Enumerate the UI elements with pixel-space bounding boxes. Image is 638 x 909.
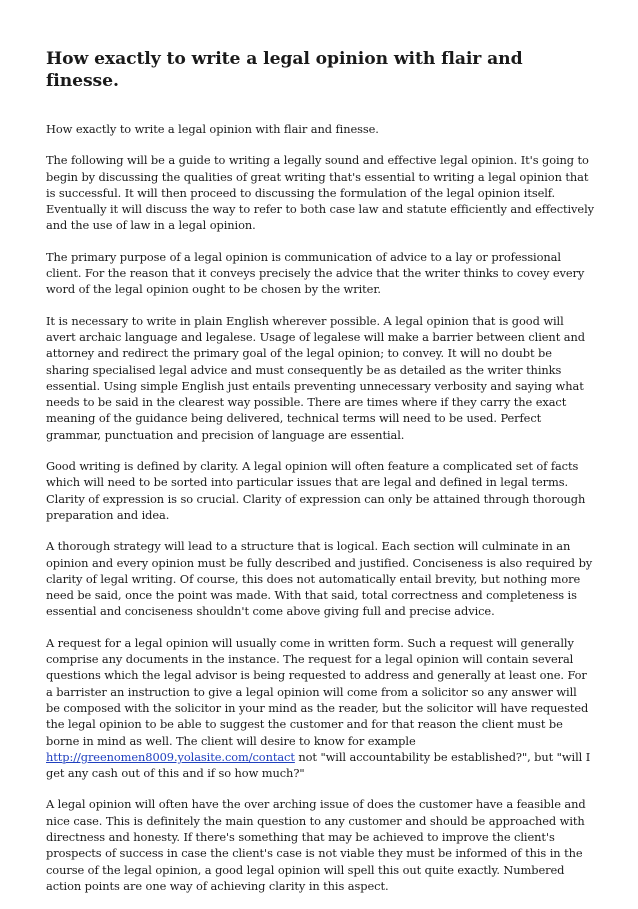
document-page xyxy=(46,48,594,909)
paragraph-clarity: Good writing is defined by clarity. A legal opinion will often feature a complicated set of facts which will need to be sorted into particular issues that are legal and defined in legal terms. Clarity of expression is so crucial. Clarity of expression can only be attained through thorough preparation and idea. xyxy=(46,459,586,522)
paragraph-final: A legal opinion will often have the over arching issue of does the customer have a feasible and nice case. This is definitely the main question to any customer and should be approached with directness and honesty. If there's something that may be achieved to improve the client's prospects of success in case the client's case is not viable they must be informed of this in the course of the legal opinion, a good legal opinion will spell this out quite exactly. Numbered action points are one way of achieving clarity in this aspect. xyxy=(46,797,586,893)
paragraph-plain-english: It is necessary to write in plain English wherever possible. A legal opinion that is good will avert archaic language and legalese. Usage of legalese will make a barrier between client and attorney and redirect the primary goal of the legal opinion; to convey. It will no doubt be sharing specialised legal advice and must consequently be as detailed as the writer thinks essential. Using simple English just entails preventing unnecessary verbosity and saying what needs to be said in the clearest way possible. There are times where if they carry the exact meaning of the guidance being delivered, technical terms will need to be used. Perfect grammar, punctuation and precision of language are essential. xyxy=(46,313,585,442)
paragraph-request-text-before: A request for a legal opinion will usually come in written form. Such a request will generally comprise any documents in the instance. The request for a legal opinion will contain several questions which the legal advisor is being requested to address and generally at least one. For a barrister an instruction to give a legal opinion will come from a solicitor so any answer will be composed with the solicitor in your mind as the reader, but the solicitor will have requested the legal opinion to be able to suggest the customer and for that reason the client must be borne in mind as well. The client will desire to know for example xyxy=(46,635,589,748)
paragraph-purpose: The primary purpose of a legal opinion is communication of advice to a lay or professional client. For the reason that it conveys precisely the advice that the writer thinks to covey every word of the legal opinion ought to be chosen by the writer. xyxy=(46,249,585,297)
paragraph-request xyxy=(46,635,594,782)
paragraph-structure: A thorough strategy will lead to a structure that is logical. Each section will culminate in an opinion and every opinion must be fully described and justified. Conciseness is also required by clarity of legal writing. Of course, this does not automatically entail brevity, but nothing more need be said, once the point was made. With that said, total correctness and completeness is essential and conciseness shouldn't come above giving full and precise advice. xyxy=(46,539,593,619)
document-subtitle: How exactly to write a legal opinion with flair and finesse. xyxy=(46,122,379,136)
contact-link[interactable]: http://greenomen8009.yolasite.com/contact xyxy=(46,749,295,764)
paragraph-intro: The following will be a guide to writing a legally sound and effective legal opinion. It's going to begin by discussing the qualities of great writing that's essential to writing a legal opinion that is successful. It will then proceed to discussing the formulation of the legal opinion itself. Eventually it will discuss the way to refer to both case law and statute efficiently and effectively and the use of law in a legal opinion. xyxy=(46,153,594,233)
document-title: How exactly to write a legal opinion with flair and finesse. xyxy=(46,49,523,91)
paragraph-request-text-after: not "will accountability be established?", but "will I get any cash out of this and if so how much?" xyxy=(46,749,591,781)
